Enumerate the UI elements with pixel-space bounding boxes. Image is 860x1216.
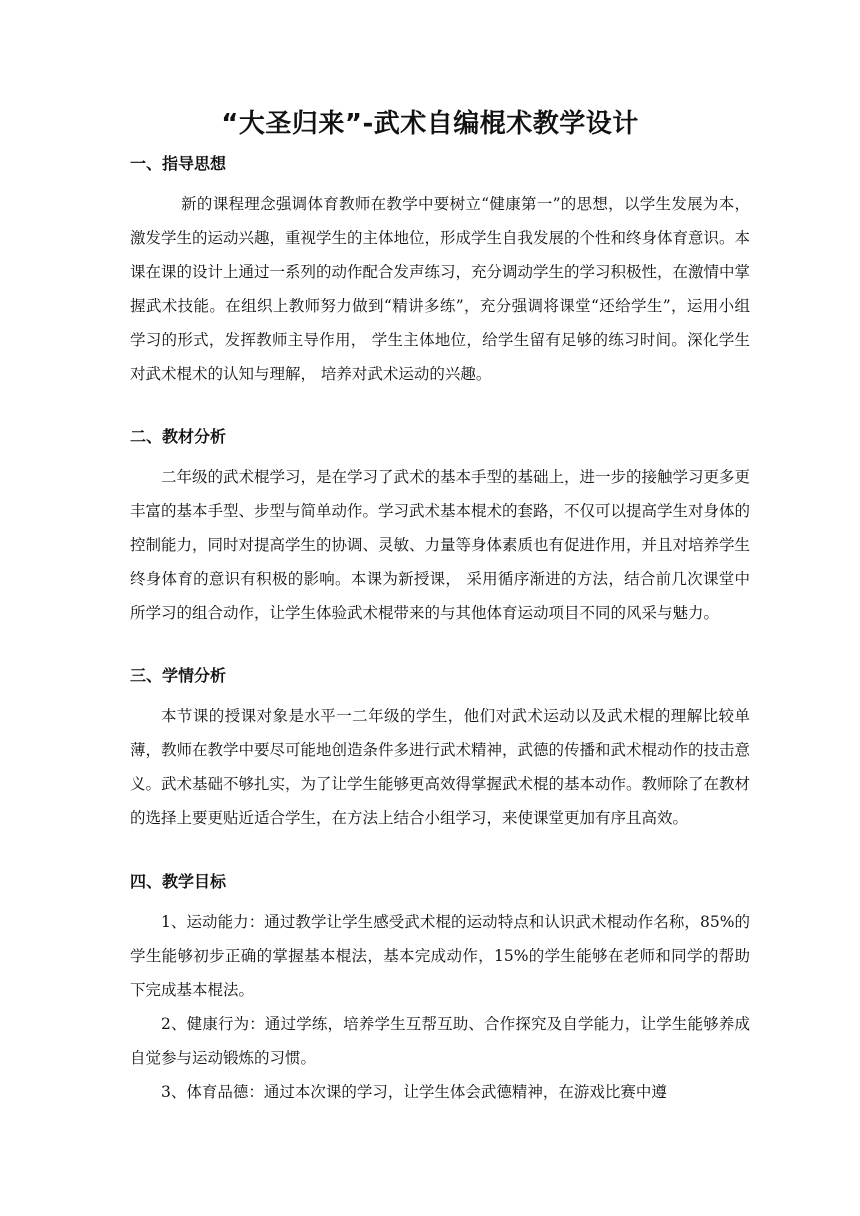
document-title: “大圣归来”-武术自编棍术教学设计 xyxy=(221,109,639,139)
section-guiding-ideology xyxy=(130,153,750,391)
goal-paragraph: 2、健康行为：通过学练，培养学生互帮互助、合作探究及自学能力，让学生能够养成自觉参与运动锻炼的习惯。 xyxy=(130,1015,750,1067)
section-material-analysis xyxy=(130,426,750,630)
section-heading: 三、学情分析 xyxy=(130,666,227,685)
paragraph: 二年级的武术棍学习，是在学习了武术的基本手型的基础上，进一步的接触学习更多更丰富的基本手型、步型与简单动作。学习武术基本棍术的套路，不仅可以提高学生对身体的控制能力，同时对提高学生的协调、灵敏、力量等身体素质也有促进作用，并且对培养学生终身体育的意识有积极的影响。本课为新授课， 采用循序渐进的方法，结合前几次课堂中所学习的组合动作，让学生体验武术棍带来的与其他体育运动项目不同的风采与魅力。 xyxy=(130,468,751,622)
goal-paragraph: 1、运动能力：通过教学让学生感受武术棍的运动特点和认识武术棍动作名称，85%的学生能够初步正确的掌握基本棍法，基本完成动作，15%的学生能够在老师和同学的帮助下完成基本棍法。 xyxy=(130,913,750,999)
section-student-analysis xyxy=(130,665,750,835)
section-heading: 一、指导思想 xyxy=(130,154,227,173)
section-heading: 二、教材分析 xyxy=(130,427,227,446)
paragraph: 新的课程理念强调体育教师在教学中要树立“健康第一”的思想，以学生发展为本，激发学生的运动兴趣，重视学生的主体地位，形成学生自我发展的个性和终身体育意识。本课在课的设计上通过一系列的动作配合发声练习，充分调动学生的学习积极性，在激情中掌握武术技能。在组织上教师努力做到“精讲多练”，充分强调将课堂“还给学生”，运用小组学习的形式，发挥教师主导作用， 学生主体地位，给学生留有足够的练习时间。深化学生对武术棍术的认知与理解， 培养对武术运动的兴趣。 xyxy=(130,195,751,383)
section-heading: 四、教学目标 xyxy=(130,872,227,891)
paragraph: 本节课的授课对象是水平一二年级的学生，他们对武术运动以及武术棍的理解比较单薄，教师在教学中要尽可能地创造条件多进行武术精神，武德的传播和武术棍动作的技击意义。武术基础不够扎实，为了让学生能够更高效得掌握武术棍的基本动作。教师除了在教材的选择上要更贴近适合学生，在方法上结合小组学习，来使课堂更加有序且高效。 xyxy=(130,707,751,827)
goal-paragraph: 3、体育品德：通过本次课的学习，让学生体会武德精神，在游戏比赛中遵 xyxy=(161,1083,667,1101)
section-teaching-goals xyxy=(130,871,750,1109)
